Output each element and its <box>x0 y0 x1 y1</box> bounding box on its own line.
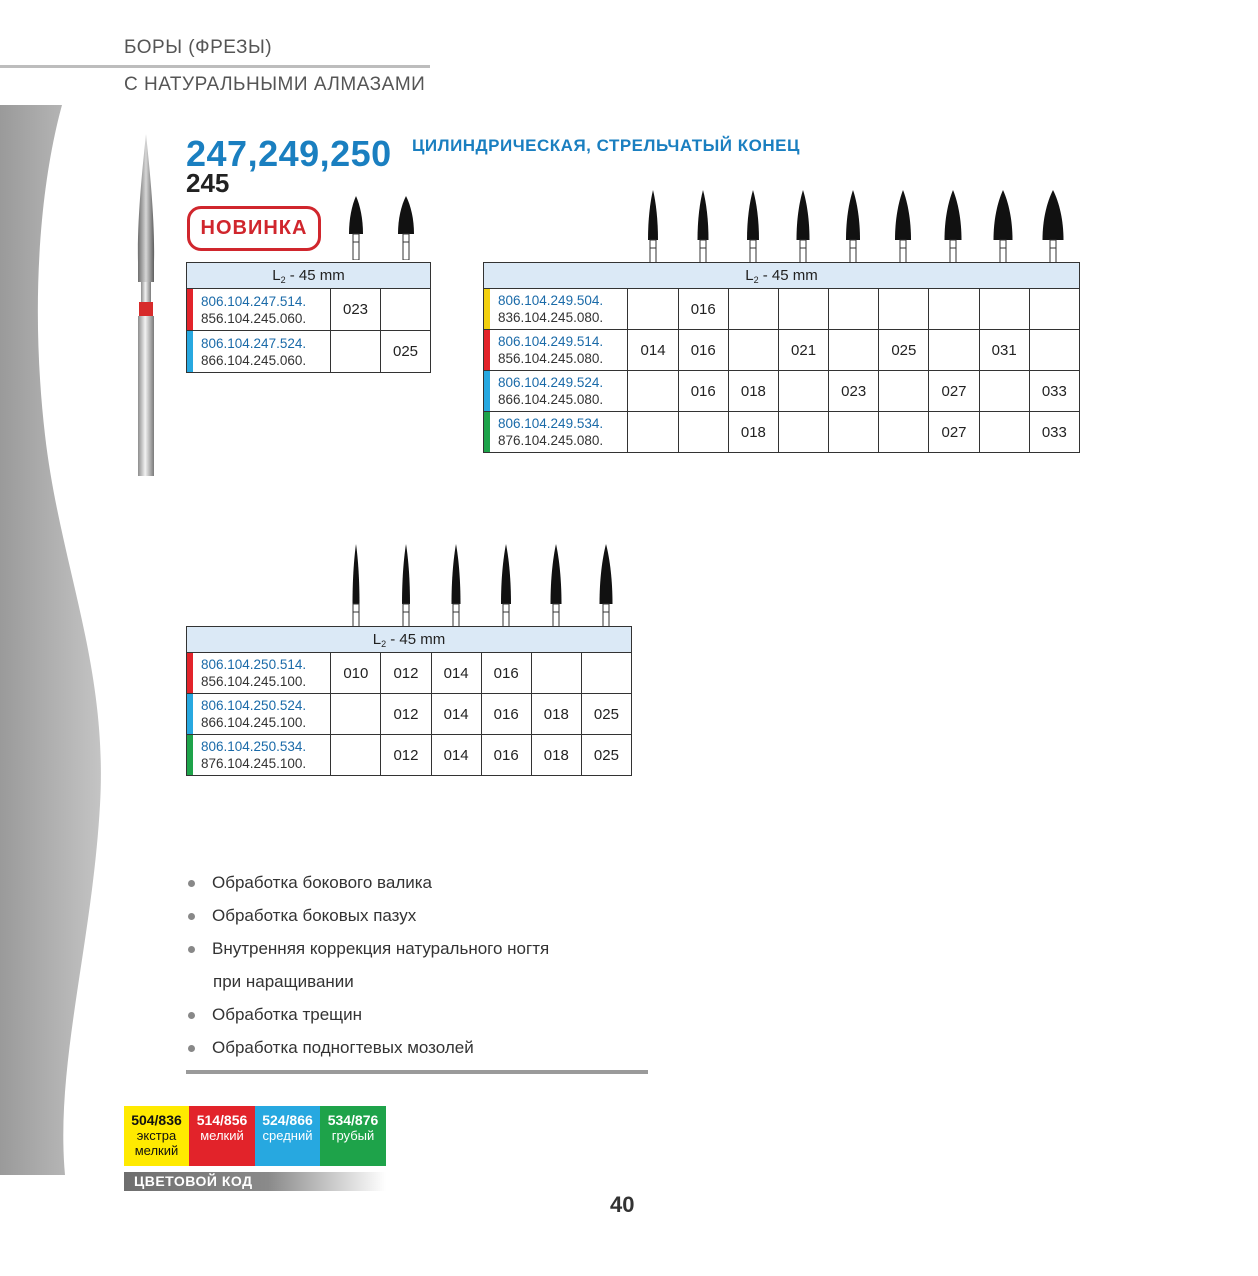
size-cell: 018 <box>531 694 581 735</box>
product-code: 806.104.247.514. <box>201 293 307 309</box>
size-cell <box>331 694 381 735</box>
size-cell <box>879 412 929 453</box>
list-item: Обработка бокового валика <box>188 872 549 905</box>
size-cell <box>331 331 381 373</box>
product-code-alt: 856.104.245.100. <box>201 674 307 689</box>
new-badge: НОВИНКА <box>187 206 321 251</box>
table-row <box>484 371 1080 412</box>
grit-color-bar <box>484 330 490 370</box>
size-cell: 014 <box>431 653 481 694</box>
bur-shape-icon <box>942 190 964 266</box>
grit-color-bar <box>484 412 490 452</box>
bur-shape-icon <box>1042 190 1064 266</box>
size-cell <box>728 330 778 371</box>
bur-shape-icon <box>692 190 714 266</box>
size-cell: 016 <box>678 289 728 330</box>
subcategory-title: С НАТУРАЛЬНЫМИ АЛМАЗАМИ <box>124 74 426 95</box>
page-number: 40 <box>610 1192 635 1217</box>
size-cell <box>628 412 678 453</box>
bur-shape-icon <box>595 544 617 628</box>
size-cell <box>778 371 828 412</box>
legend-code: 514/856 <box>196 1112 248 1128</box>
bur-shape-icon <box>345 544 367 628</box>
product-code-cell <box>187 735 331 776</box>
size-cell <box>778 412 828 453</box>
size-cell: 031 <box>979 330 1029 371</box>
table-row <box>187 694 632 735</box>
size-cell <box>979 289 1029 330</box>
size-cell <box>728 289 778 330</box>
legend-code: 524/866 <box>262 1112 313 1128</box>
product-code-cell <box>187 653 331 694</box>
size-cell: 025 <box>581 735 631 776</box>
legend-code: 534/876 <box>327 1112 379 1128</box>
legend-label: средний <box>262 1128 313 1143</box>
bur-shape-icon <box>842 190 864 266</box>
legend-caption: ЦВЕТОВОЙ КОД <box>124 1172 386 1191</box>
size-cell: 023 <box>829 371 879 412</box>
grit-color-bar <box>187 289 193 330</box>
bullet-icon <box>188 1045 195 1052</box>
size-cell <box>929 330 979 371</box>
legend-item <box>189 1106 255 1166</box>
size-cell: 021 <box>778 330 828 371</box>
size-cell <box>331 735 381 776</box>
size-cell <box>1029 330 1079 371</box>
list-item: Внутренняя коррекция натурального ногтя <box>188 938 549 971</box>
legend-label: мелкий <box>200 1128 244 1143</box>
size-cell: 027 <box>929 371 979 412</box>
size-cell <box>879 289 929 330</box>
size-cell <box>929 289 979 330</box>
size-cell: 016 <box>481 653 531 694</box>
size-cell: 033 <box>1029 412 1079 453</box>
size-cell: 025 <box>381 331 431 373</box>
size-cell <box>628 289 678 330</box>
product-code-cell <box>187 331 331 373</box>
product-code: 806.104.250.534. <box>201 739 307 754</box>
size-cell <box>829 412 879 453</box>
grit-color-bar <box>187 331 193 372</box>
grit-color-bar <box>484 289 490 329</box>
product-code-alt: 836.104.245.080. <box>498 310 604 325</box>
bur-photo-image <box>126 132 166 477</box>
table-row <box>187 735 632 776</box>
bur-shape-icon <box>495 544 517 628</box>
table-250 <box>186 626 632 776</box>
size-cell: 016 <box>678 371 728 412</box>
table-row <box>484 289 1080 330</box>
table-row <box>187 653 632 694</box>
size-cell: 027 <box>929 412 979 453</box>
size-cell: 012 <box>381 653 431 694</box>
product-code-alt: 856.104.245.080. <box>498 351 604 366</box>
bur-shape-icon <box>545 544 567 628</box>
table-header: $L_2 - 45$ mm <box>187 263 431 289</box>
bur-shape-icon <box>345 196 367 260</box>
table-header: $L_2 - 45$ mm <box>187 627 632 653</box>
grit-color-bar <box>484 371 490 411</box>
side-decoration <box>0 105 110 1175</box>
size-cell: 010 <box>331 653 381 694</box>
product-code: 806.104.249.504. <box>498 293 604 308</box>
size-cell: 025 <box>879 330 929 371</box>
size-cell: 016 <box>481 694 531 735</box>
size-cell: 033 <box>1029 371 1079 412</box>
table-row <box>484 412 1080 453</box>
header-divider <box>0 65 430 68</box>
bullet-icon <box>188 946 195 953</box>
size-cell <box>778 289 828 330</box>
table-247 <box>186 262 431 373</box>
legend-item <box>255 1106 320 1166</box>
bullet-icon <box>188 1012 195 1019</box>
list-item: Обработка трещин <box>188 1004 549 1037</box>
size-cell <box>979 371 1029 412</box>
bullet-icon <box>188 880 195 887</box>
shank-code: 245 <box>186 168 230 198</box>
legend-item <box>320 1106 386 1166</box>
product-code-alt: 866.104.245.060. <box>201 352 307 368</box>
legend-code: 504/836 <box>131 1112 182 1128</box>
product-code-cell <box>484 330 628 371</box>
product-code-alt: 866.104.245.080. <box>498 392 604 407</box>
category-title: БОРЫ (ФРЕЗЫ) <box>124 37 273 58</box>
product-code-cell <box>484 371 628 412</box>
size-cell: 014 <box>431 694 481 735</box>
product-code-alt: 876.104.245.100. <box>201 756 307 771</box>
bur-shape-icon <box>992 190 1014 266</box>
product-code-alt: 876.104.245.080. <box>498 433 604 448</box>
size-cell <box>829 289 879 330</box>
size-cell: 016 <box>678 330 728 371</box>
size-cell <box>628 371 678 412</box>
size-cell <box>829 330 879 371</box>
product-code-cell <box>187 289 331 331</box>
shape-description: ЦИЛИНДРИЧЕСКАЯ, СТРЕЛЬЧАТЫЙ КОНЕЦ <box>412 136 800 155</box>
bur-shape-icon <box>642 190 664 266</box>
color-code-legend <box>124 1106 386 1166</box>
table-row <box>187 289 431 331</box>
bur-shape-icon <box>892 190 914 266</box>
product-code-cell <box>484 412 628 453</box>
features-list <box>188 872 549 1070</box>
size-cell <box>581 653 631 694</box>
size-cell <box>879 371 929 412</box>
size-cell: 018 <box>728 412 778 453</box>
size-cell: 016 <box>481 735 531 776</box>
size-cell: 018 <box>531 735 581 776</box>
table-row <box>484 330 1080 371</box>
list-item-continuation: при наращивании <box>213 972 354 991</box>
size-cell <box>979 412 1029 453</box>
bur-shape-icon <box>792 190 814 266</box>
table-header: $L_2 - 45$ mm <box>484 263 1080 289</box>
bur-shape-icon <box>395 544 417 628</box>
product-code: 806.104.249.514. <box>498 334 604 349</box>
size-cell: 012 <box>381 735 431 776</box>
size-cell <box>678 412 728 453</box>
legend-label: экстра мелкий <box>134 1128 179 1158</box>
legend-item <box>124 1106 189 1166</box>
bur-shape-icon <box>742 190 764 266</box>
size-cell: 018 <box>728 371 778 412</box>
product-code: 806.104.249.534. <box>498 416 604 431</box>
grit-color-bar <box>187 653 193 693</box>
grit-color-bar <box>187 694 193 734</box>
product-code-cell <box>187 694 331 735</box>
size-cell: 025 <box>581 694 631 735</box>
product-code: 806.104.247.524. <box>201 335 307 351</box>
product-code-alt: 866.104.245.100. <box>201 715 307 730</box>
size-cell <box>531 653 581 694</box>
table-249 <box>483 262 1080 453</box>
bullet-icon <box>188 913 195 920</box>
product-code: 806.104.250.514. <box>201 657 307 672</box>
product-code-cell <box>484 289 628 330</box>
list-item: Обработка боковых пазух <box>188 905 549 938</box>
product-code-alt: 856.104.245.060. <box>201 310 307 326</box>
list-item: Обработка подногтевых мозолей <box>188 1037 549 1070</box>
product-code: 806.104.250.524. <box>201 698 307 713</box>
grit-color-bar <box>187 735 193 775</box>
bur-shape-icon <box>445 544 467 628</box>
product-code: 806.104.249.524. <box>498 375 604 390</box>
size-cell: 014 <box>628 330 678 371</box>
size-cell <box>381 289 431 331</box>
size-cell: 023 <box>331 289 381 331</box>
features-divider <box>186 1070 648 1074</box>
bur-shape-icon <box>395 196 417 260</box>
table-row <box>187 331 431 373</box>
legend-label: грубый <box>331 1128 375 1143</box>
model-numbers: 247,249,250 <box>186 133 392 174</box>
size-cell: 012 <box>381 694 431 735</box>
size-cell: 014 <box>431 735 481 776</box>
size-cell <box>1029 289 1079 330</box>
